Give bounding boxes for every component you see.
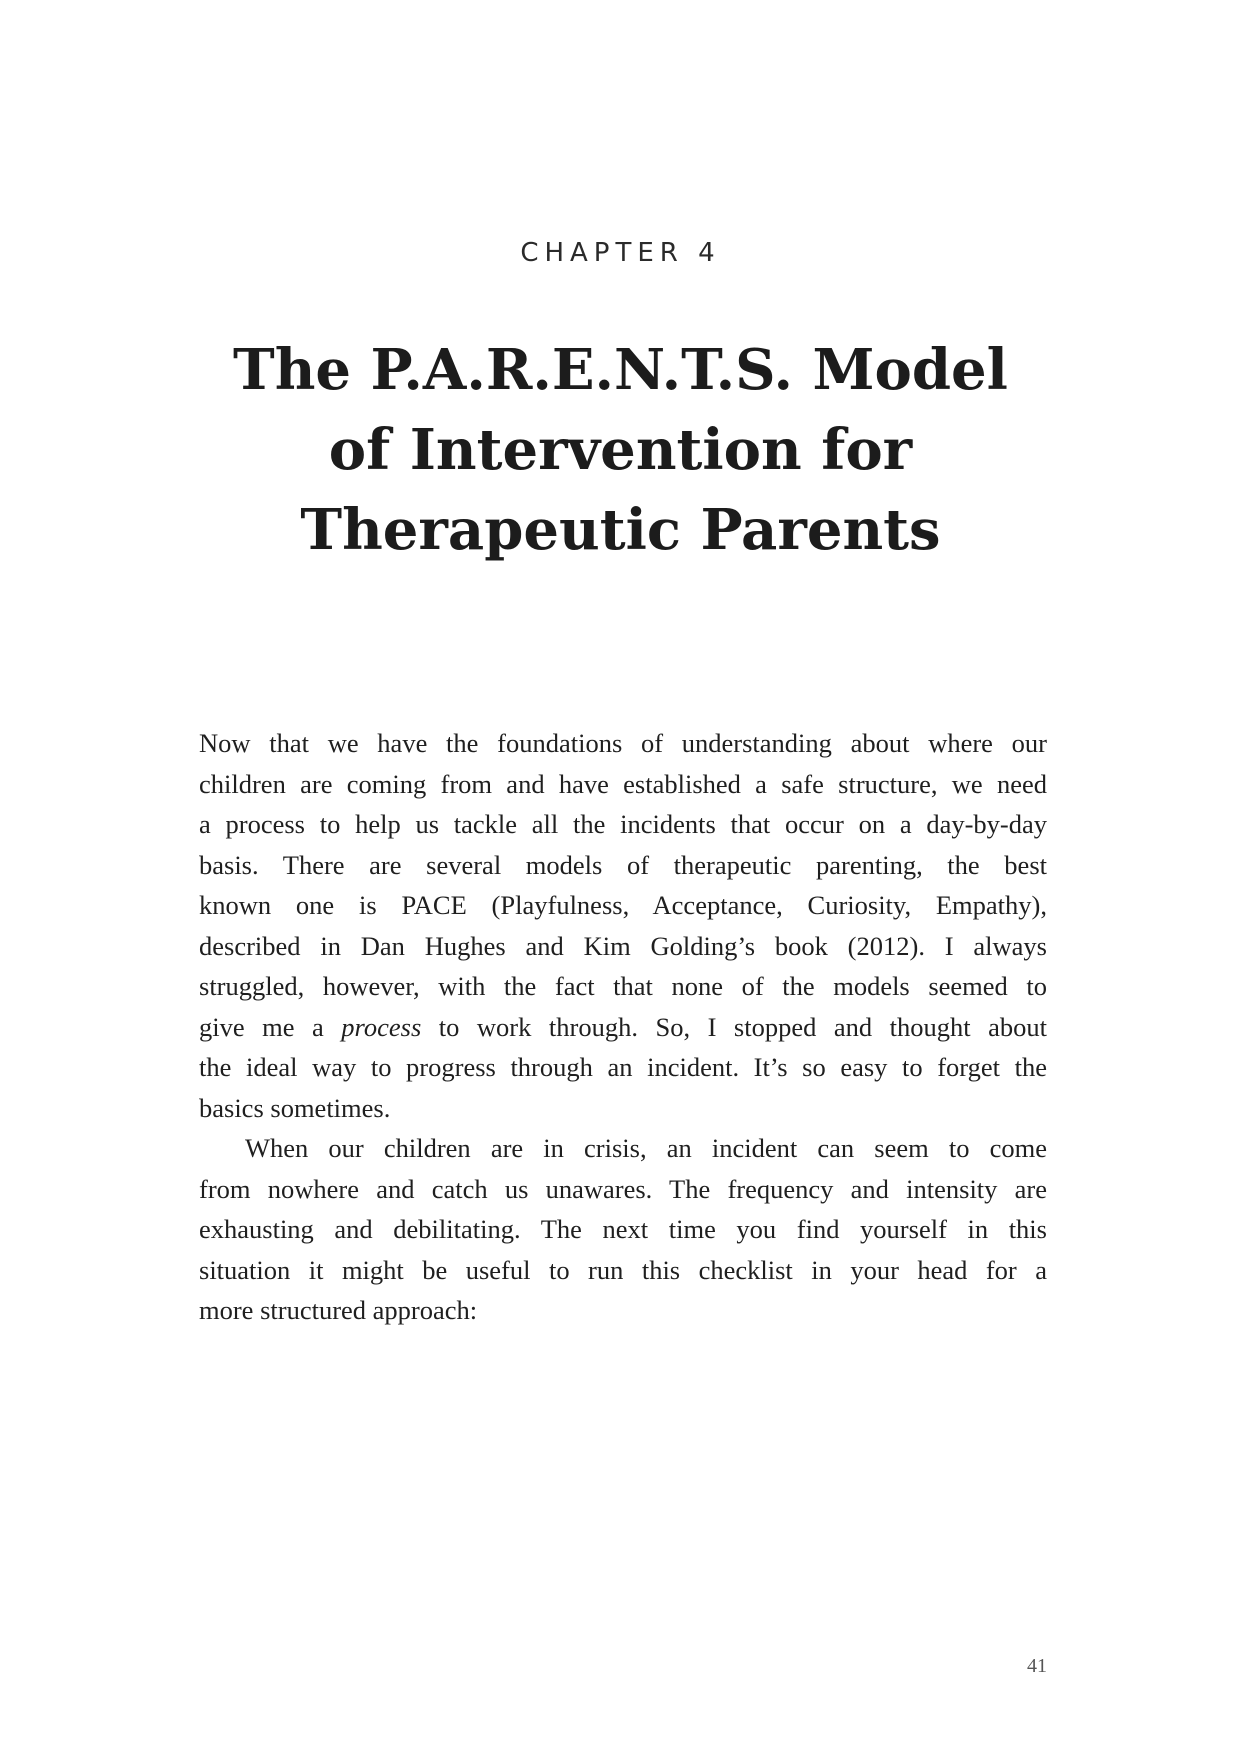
text-line: known one is PACE (Playfulness, Acceptance, Curiosity, Empathy), (199, 890, 1047, 920)
text-line: more structured approach: (199, 1295, 478, 1325)
italic-word: process (341, 1011, 422, 1042)
text-run: to work through. So, I stopped and thought about (421, 1011, 1047, 1042)
chapter-title (200, 330, 1041, 570)
body-text (199, 723, 1047, 1331)
text-line: the ideal way to progress through an incident. It’s so easy to forget the (199, 1052, 1047, 1082)
text-line: a process to help us tackle all the incidents that occur on a day-by-day (199, 809, 1047, 839)
text-line: When our children are in crisis, an incident can seem to come (245, 1133, 1047, 1163)
chapter-title-line: The P.A.R.E.N.T.S. Model (233, 337, 1008, 403)
chapter-label: CHAPTER 4 (520, 238, 721, 268)
text-line: described in Dan Hughes and Kim Golding’s book (2012). I always (199, 930, 1047, 961)
text-line: children are coming from and have established a safe structure, we need (199, 768, 1047, 799)
page-number: 41 (1027, 1655, 1047, 1677)
text-run: give me a (199, 1011, 342, 1042)
text-line: struggled, however, with the fact that none of the models seemed to (199, 971, 1047, 1001)
text-line: basics sometimes. (199, 1092, 391, 1123)
text-line: from nowhere and catch us unawares. The frequency and intensity are (199, 1173, 1047, 1204)
text-line: Now that we have the foundations of understanding about where our (199, 728, 1047, 758)
chapter-title-line: Therapeutic Parents (300, 497, 941, 563)
text-line: exhausting and debilitating. The next time you find yourself in this (199, 1214, 1047, 1244)
text-line-with-italic (199, 1007, 1047, 1048)
text-line: situation it might be useful to run this checklist in your head for a (199, 1254, 1047, 1285)
paragraph-1 (199, 723, 1047, 1128)
paragraph-2 (199, 1128, 1047, 1331)
text-line: basis. There are several models of therapeutic parenting, the best (199, 849, 1047, 880)
chapter-title-line: of Intervention for (328, 417, 913, 483)
